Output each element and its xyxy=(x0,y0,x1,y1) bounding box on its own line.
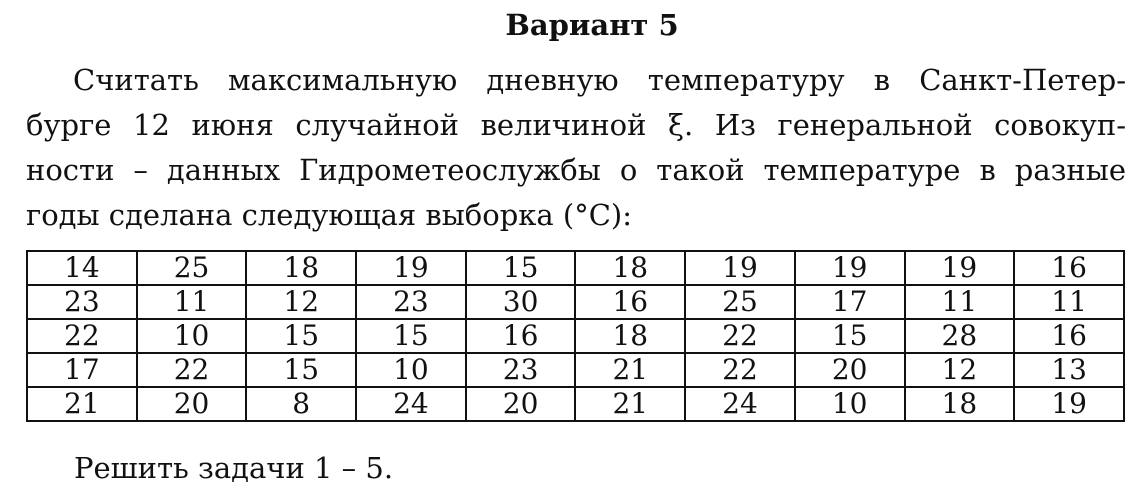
table-cell: 10 xyxy=(795,387,905,421)
table-row xyxy=(27,251,1124,285)
table-cell: 15 xyxy=(356,319,466,353)
table-cell: 10 xyxy=(137,319,247,353)
problem-statement xyxy=(26,58,1126,238)
table-cell: 21 xyxy=(27,387,137,421)
table-cell: 19 xyxy=(1014,387,1124,421)
task-instruction: Решить задачи 1 – 5. xyxy=(74,451,394,485)
table-cell: 13 xyxy=(1014,353,1124,387)
sample-table xyxy=(26,250,1125,422)
table-cell: 24 xyxy=(685,387,795,421)
table-cell: 16 xyxy=(575,285,685,319)
table-cell: 12 xyxy=(246,285,356,319)
table-cell: 22 xyxy=(27,319,137,353)
table-cell: 19 xyxy=(685,251,795,285)
table-cell: 17 xyxy=(795,285,905,319)
table-row xyxy=(27,319,1124,353)
table-cell: 18 xyxy=(575,251,685,285)
statement-line-1: Считать максимальную дневную температуру в Санкт-Петер- xyxy=(73,63,1126,97)
table-cell: 22 xyxy=(685,353,795,387)
table-cell: 24 xyxy=(356,387,466,421)
table-cell: 16 xyxy=(1014,251,1124,285)
table-cell: 11 xyxy=(137,285,247,319)
variant-heading: Вариант 5 xyxy=(505,8,679,42)
table-cell: 20 xyxy=(466,387,576,421)
table-cell: 19 xyxy=(795,251,905,285)
table-row xyxy=(27,285,1124,319)
table-cell: 20 xyxy=(795,353,905,387)
table-cell: 25 xyxy=(685,285,795,319)
statement-line-2: бурге 12 июня случайной величиной ξ. Из генеральной совокуп- xyxy=(26,108,1126,142)
table-cell: 10 xyxy=(356,353,466,387)
table-cell: 8 xyxy=(246,387,356,421)
table-cell: 15 xyxy=(246,353,356,387)
table-cell: 18 xyxy=(575,319,685,353)
statement-line-3: ности – данных Гидрометеослужбы о такой температуре в разные xyxy=(26,153,1126,187)
table-cell: 19 xyxy=(356,251,466,285)
table-cell: 14 xyxy=(27,251,137,285)
table-cell: 16 xyxy=(1014,319,1124,353)
statement-line-4: годы сделана следующая выборка (°C): xyxy=(26,198,632,232)
table-cell: 18 xyxy=(246,251,356,285)
table-cell: 21 xyxy=(575,353,685,387)
table-cell: 21 xyxy=(575,387,685,421)
table-cell: 11 xyxy=(1014,285,1124,319)
sample-table-body xyxy=(27,251,1124,421)
table-cell: 23 xyxy=(356,285,466,319)
table-cell: 15 xyxy=(466,251,576,285)
table-row xyxy=(27,387,1124,421)
table-cell: 23 xyxy=(27,285,137,319)
table-cell: 17 xyxy=(27,353,137,387)
table-cell: 16 xyxy=(466,319,576,353)
table-cell: 25 xyxy=(137,251,247,285)
table-cell: 15 xyxy=(246,319,356,353)
table-cell: 28 xyxy=(905,319,1015,353)
table-cell: 20 xyxy=(137,387,247,421)
table-cell: 15 xyxy=(795,319,905,353)
table-cell: 18 xyxy=(905,387,1015,421)
table-cell: 22 xyxy=(137,353,247,387)
table-cell: 23 xyxy=(466,353,576,387)
table-cell: 12 xyxy=(905,353,1015,387)
table-cell: 22 xyxy=(685,319,795,353)
table-cell: 19 xyxy=(905,251,1015,285)
table-cell: 11 xyxy=(905,285,1015,319)
table-row xyxy=(27,353,1124,387)
table-cell: 30 xyxy=(466,285,576,319)
